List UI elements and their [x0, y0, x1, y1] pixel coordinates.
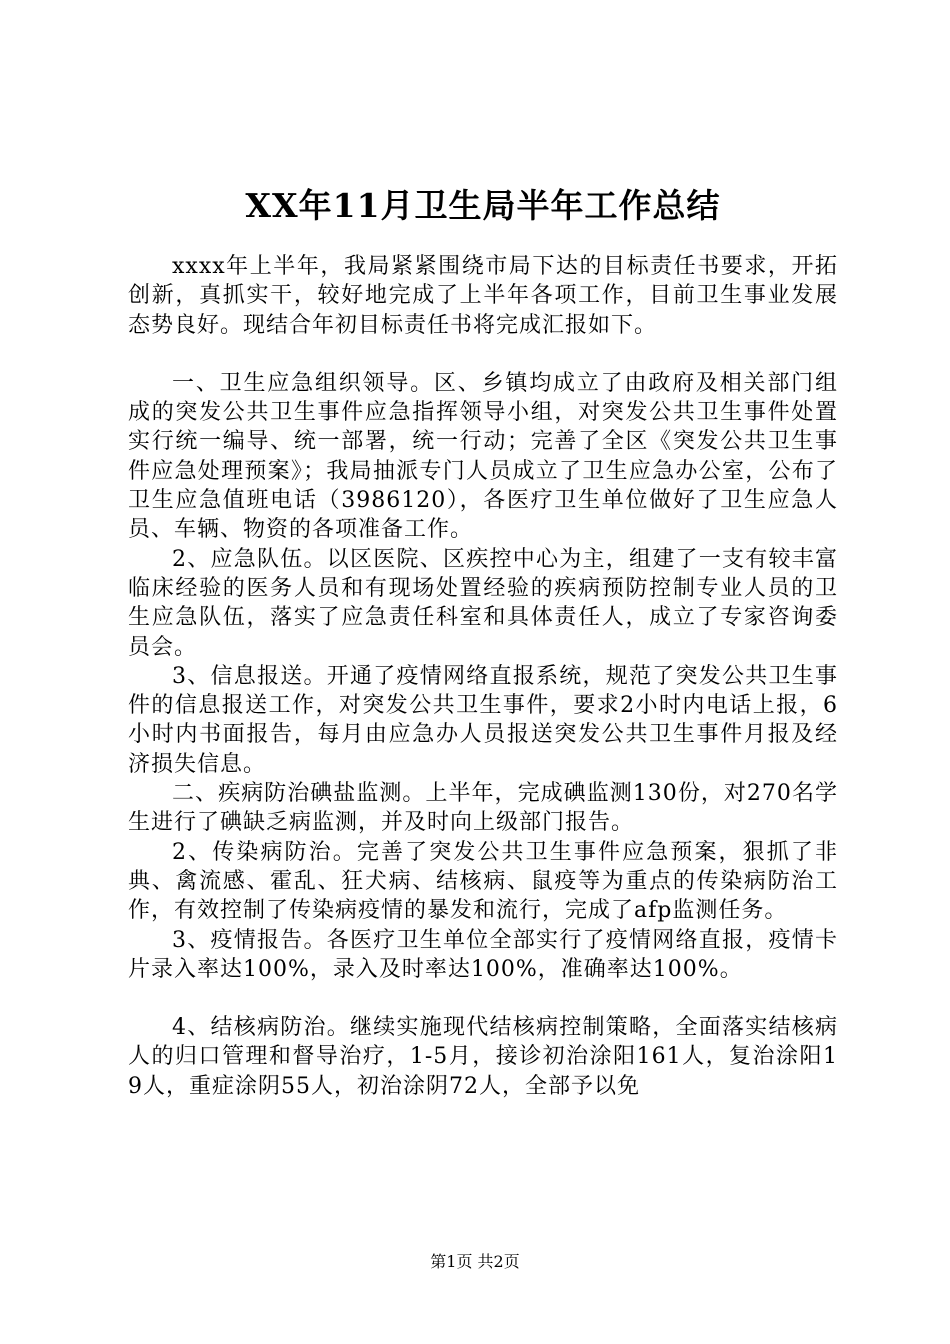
paragraph-iodine-monitoring: 二、疾病防治碘盐监测。上半年，完成碘监测130份，对270名学生进行了碘缺乏病监测，并及时向上级部门报告。 — [128, 781, 838, 836]
page-footer: 第1页 共2页 — [430, 1252, 520, 1271]
paragraph-tuberculosis: 4、结核病防治。继续实施现代结核病控制策略，全面落实结核病人的归口管理和督导治疗，1-5月，接诊初治涂阳161人，复治涂阳19人，重症涂阴55人，初治涂阴72人，全部予以免 — [128, 1015, 838, 1099]
paragraph-epidemic-report: 3、疫情报告。各医疗卫生单位全部实行了疫情网络直报，疫情卡片录入率达100%，录入及时率达100%，准确率达100%。 — [128, 927, 838, 982]
paragraph-info-reporting: 3、信息报送。开通了疫情网络直报系统，规范了突发公共卫生事件的信息报送工作，对突发公共卫生事件，要求2小时内电话上报，6小时内书面报告，每月由应急办人员报送突发公共卫生事件月报及经济损失信息。 — [128, 663, 838, 777]
document-title: XX年11月卫生局半年工作总结 — [245, 186, 721, 225]
document-page — [128, 186, 838, 1101]
paragraph-infectious-disease: 2、传染病防治。完善了突发公共卫生事件应急预案，狠抓了非典、禽流感、霍乱、狂犬病、结核病、鼠疫等为重点的传染病防治工作，有效控制了传染病疫情的暴发和流行，完成了afp监测任务。 — [128, 839, 838, 924]
paragraph-emergency-team: 2、应急队伍。以区医院、区疾控中心为主，组建了一支有较丰富临床经验的医务人员和有现场处置经验的疾病预防控制专业人员的卫生应急队伍，落实了应急责任科室和具体责任人，成立了专家咨询委员会。 — [128, 546, 838, 660]
paragraph-emergency-leadership: 一、卫生应急组织领导。区、乡镇均成立了由政府及相关部门组成的突发公共卫生事件应急指挥领导小组，对突发公共卫生事件处置实行统一编导、统一部署，统一行动；完善了全区《突发公共卫生事件应急处理预案》；我局抽派专门人员成立了卫生应急办公室，公布了卫生应急值班电话（3986120），各医疗卫生单位做好了卫生应急人员、车辆、物资的各项准备工作。 — [128, 370, 838, 543]
paragraph-intro: xxxx年上半年，我局紧紧围绕市局下达的目标责任书要求，开拓创新，真抓实干，较好地完成了上半年各项工作，目前卫生事业发展态势良好。现结合年初目标责任书将完成汇报如下。 — [128, 254, 838, 338]
